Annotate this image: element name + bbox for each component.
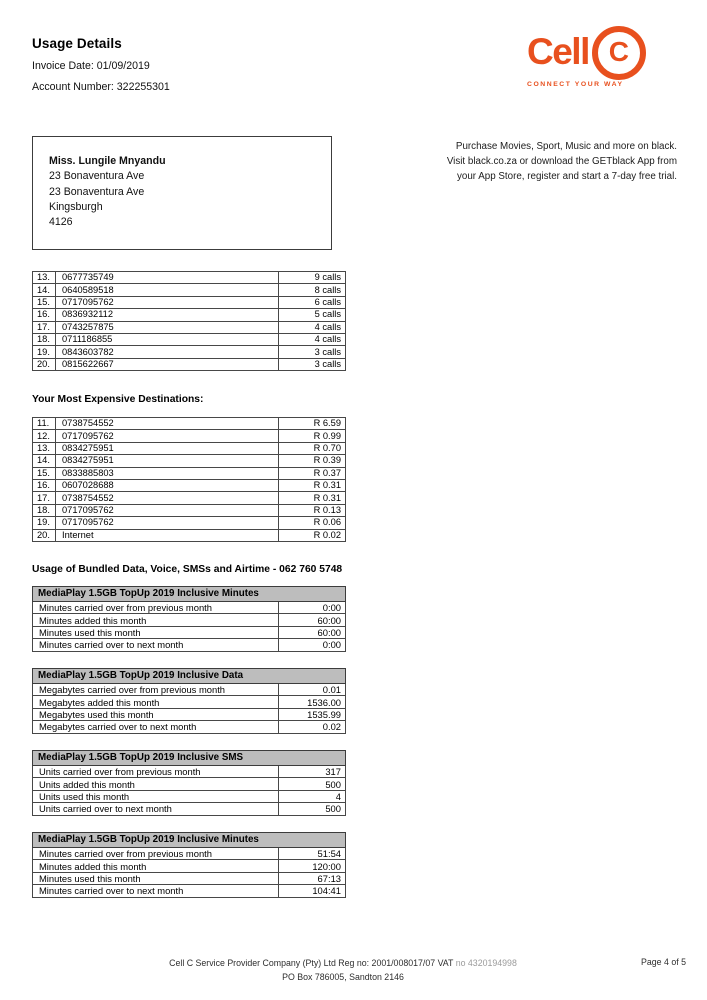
footer-company-line	[0, 957, 686, 971]
bundle-row-label: Minutes used this month	[33, 626, 279, 638]
bundle-row-label: Minutes added this month	[33, 860, 279, 872]
invoice-date: Invoice Date: 01/09/2019	[32, 60, 150, 72]
row-cost: R 0.37	[279, 467, 346, 479]
row-destination: 0833885803	[56, 467, 279, 479]
row-call-count: 6 calls	[279, 296, 346, 308]
address-line: 23 Bonaventura Ave	[49, 170, 145, 183]
row-destination: 0815622667	[56, 358, 279, 370]
row-call-count: 3 calls	[279, 358, 346, 370]
expensive-table-row	[33, 529, 346, 541]
calls-table-row	[33, 272, 346, 284]
recipient-name: Miss. Lungile Mnyandu	[49, 155, 166, 167]
bundle-row	[33, 790, 346, 802]
row-destination: 0717095762	[56, 430, 279, 442]
recipient-address-box	[32, 136, 332, 250]
row-destination: 0677735749	[56, 272, 279, 284]
row-number: 18.	[33, 333, 56, 345]
row-cost: R 0.02	[279, 529, 346, 541]
bundle-table-title: MediaPlay 1.5GB TopUp 2019 Inclusive Minutes	[33, 833, 346, 848]
bundle-row-value: 0.02	[279, 721, 346, 733]
expensive-destinations-table	[32, 417, 346, 542]
row-destination: 0717095762	[56, 517, 279, 529]
calls-table-row	[33, 333, 346, 345]
row-destination: 0717095762	[56, 296, 279, 308]
address-line: Kingsburgh	[49, 200, 103, 213]
expensive-destinations-heading: Your Most Expensive Destinations:	[32, 394, 204, 405]
promo-line: your App Store, register and start a 7-day free trial.	[457, 171, 677, 183]
bundle-row-label: Megabytes carried over to next month	[33, 721, 279, 733]
row-number: 18.	[33, 504, 56, 516]
row-cost: R 0.31	[279, 479, 346, 491]
bundle-row	[33, 872, 346, 884]
row-cost: R 0.13	[279, 504, 346, 516]
bundle-table-minutes-1	[32, 586, 346, 652]
bundle-row-label: Minutes used this month	[33, 872, 279, 884]
row-destination: 0717095762	[56, 504, 279, 516]
address-line: 23 Bonaventura Ave	[49, 185, 145, 198]
row-destination: 0836932112	[56, 309, 279, 321]
calls-table-row	[33, 358, 346, 370]
bundle-row-value: 60:00	[279, 614, 346, 626]
row-destination: 0738754552	[56, 492, 279, 504]
calls-table-row	[33, 321, 346, 333]
bundle-row	[33, 803, 346, 815]
bundle-row-label: Units carried over from previous month	[33, 766, 279, 778]
logo-c-letter: C	[608, 36, 629, 67]
row-number: 11.	[33, 418, 56, 430]
bundle-row-label: Minutes carried over from previous month	[33, 848, 279, 860]
row-number: 13.	[33, 272, 56, 284]
bundle-row	[33, 766, 346, 778]
bundle-table-title: MediaPlay 1.5GB TopUp 2019 Inclusive Minutes	[33, 587, 346, 602]
expensive-table-row	[33, 442, 346, 454]
page-title: Usage Details	[32, 36, 122, 51]
bundle-row	[33, 626, 346, 638]
bundled-usage-heading: Usage of Bundled Data, Voice, SMSs and Airtime - 062 760 5748	[32, 564, 343, 575]
footer	[0, 957, 686, 984]
bundle-row-value: 0:00	[279, 602, 346, 614]
row-number: 14.	[33, 455, 56, 467]
logo-wordmark: Cell	[527, 30, 589, 72]
row-destination: 0743257875	[56, 321, 279, 333]
bundle-table-minutes-2	[32, 832, 346, 898]
row-destination: 0607028688	[56, 479, 279, 491]
bundle-row-label: Megabytes used this month	[33, 708, 279, 720]
bundle-row	[33, 708, 346, 720]
header	[32, 36, 170, 101]
footer-vat-number: no 4320194998	[455, 958, 517, 968]
expensive-table-row	[33, 455, 346, 467]
row-destination: Internet	[56, 529, 279, 541]
recipient-address-lines	[49, 169, 315, 230]
account-number: Account Number: 322255301	[32, 80, 170, 93]
calls-table	[32, 271, 346, 371]
row-number: 17.	[33, 321, 56, 333]
row-destination: 0738754552	[56, 418, 279, 430]
bundle-row	[33, 721, 346, 733]
row-call-count: 4 calls	[279, 333, 346, 345]
bundle-row-label: Megabytes carried over from previous month	[33, 684, 279, 696]
promo-line: Visit black.co.za or download the GETblack App from	[446, 156, 677, 168]
row-number: 19.	[33, 517, 56, 529]
row-call-count: 9 calls	[279, 272, 346, 284]
bundle-row	[33, 860, 346, 872]
footer-company-text: Cell C Service Provider Company (Pty) Ltd Reg no: 2001/008017/07 VAT	[169, 958, 454, 968]
row-cost: R 0.31	[279, 492, 346, 504]
black-promo-text	[357, 139, 677, 185]
footer-address-line: PO Box 786005, Sandton 2146	[282, 971, 404, 982]
bundle-row-value: 104:41	[279, 885, 346, 897]
row-cost: R 0.99	[279, 430, 346, 442]
expensive-table-row	[33, 492, 346, 504]
row-cost: R 0.70	[279, 442, 346, 454]
row-number: 12.	[33, 430, 56, 442]
row-number: 15.	[33, 296, 56, 308]
bundle-row	[33, 778, 346, 790]
row-number: 15.	[33, 467, 56, 479]
bundle-row	[33, 684, 346, 696]
bundle-row-value: 317	[279, 766, 346, 778]
address-line: 4126	[49, 216, 73, 229]
expensive-table-row	[33, 504, 346, 516]
bundle-row-value: 500	[279, 803, 346, 815]
bundle-table-sms	[32, 750, 346, 816]
bundle-table-data	[32, 668, 346, 734]
row-destination: 0843603782	[56, 346, 279, 358]
logo-row	[527, 26, 657, 80]
bundle-row-label: Minutes carried over to next month	[33, 639, 279, 651]
row-destination: 0640589518	[56, 284, 279, 296]
calls-table-row	[33, 296, 346, 308]
expensive-table-row	[33, 430, 346, 442]
row-cost: R 0.39	[279, 455, 346, 467]
cellc-logo	[527, 26, 657, 88]
bundle-row-value: 4	[279, 790, 346, 802]
row-destination: 0711186855	[56, 333, 279, 345]
circled-c-icon	[592, 26, 646, 80]
bundle-table-title: MediaPlay 1.5GB TopUp 2019 Inclusive Data	[33, 669, 346, 684]
bundle-row	[33, 848, 346, 860]
row-call-count: 3 calls	[279, 346, 346, 358]
bundle-row-label: Minutes carried over to next month	[33, 885, 279, 897]
row-call-count: 8 calls	[279, 284, 346, 296]
bundle-row-label: Units used this month	[33, 790, 279, 802]
bundle-row	[33, 614, 346, 626]
bundle-row-value: 1536.00	[279, 696, 346, 708]
row-number: 20.	[33, 358, 56, 370]
row-cost: R 0.06	[279, 517, 346, 529]
calls-table-row	[33, 284, 346, 296]
bundle-row-value: 120:00	[279, 860, 346, 872]
row-number: 16.	[33, 479, 56, 491]
bundle-row	[33, 602, 346, 614]
row-number: 17.	[33, 492, 56, 504]
expensive-table-row	[33, 479, 346, 491]
bundle-row	[33, 696, 346, 708]
expensive-table-row	[33, 418, 346, 430]
bundle-row-value: 0.01	[279, 684, 346, 696]
calls-table-row	[33, 309, 346, 321]
bundle-row-value: 67:13	[279, 872, 346, 884]
bundle-row-label: Units carried over to next month	[33, 803, 279, 815]
bundle-row-value: 500	[279, 778, 346, 790]
bundle-row-label: Megabytes added this month	[33, 696, 279, 708]
page-number: Page 4 of 5	[641, 957, 686, 967]
row-number: 19.	[33, 346, 56, 358]
row-number: 14.	[33, 284, 56, 296]
bundle-row-value: 60:00	[279, 626, 346, 638]
row-number: 20.	[33, 529, 56, 541]
row-call-count: 5 calls	[279, 309, 346, 321]
row-cost: R 6.59	[279, 418, 346, 430]
calls-table-row	[33, 346, 346, 358]
bundle-row-label: Minutes carried over from previous month	[33, 602, 279, 614]
bundle-table-title: MediaPlay 1.5GB TopUp 2019 Inclusive SMS	[33, 751, 346, 766]
logo-tagline: CONNECT YOUR WAY	[527, 81, 624, 88]
row-call-count: 4 calls	[279, 321, 346, 333]
bundle-row-value: 0:00	[279, 639, 346, 651]
bundle-row	[33, 885, 346, 897]
row-destination: 0834275951	[56, 455, 279, 467]
promo-line: Purchase Movies, Sport, Music and more on black.	[455, 141, 677, 152]
expensive-table-row	[33, 517, 346, 529]
bundle-row-label: Minutes added this month	[33, 614, 279, 626]
row-destination: 0834275951	[56, 442, 279, 454]
bundle-row	[33, 639, 346, 651]
expensive-table-row	[33, 467, 346, 479]
bundle-row-label: Units added this month	[33, 778, 279, 790]
row-number: 13.	[33, 442, 56, 454]
bundle-row-value: 1535.99	[279, 708, 346, 720]
bundle-row-value: 51:54	[279, 848, 346, 860]
row-number: 16.	[33, 309, 56, 321]
